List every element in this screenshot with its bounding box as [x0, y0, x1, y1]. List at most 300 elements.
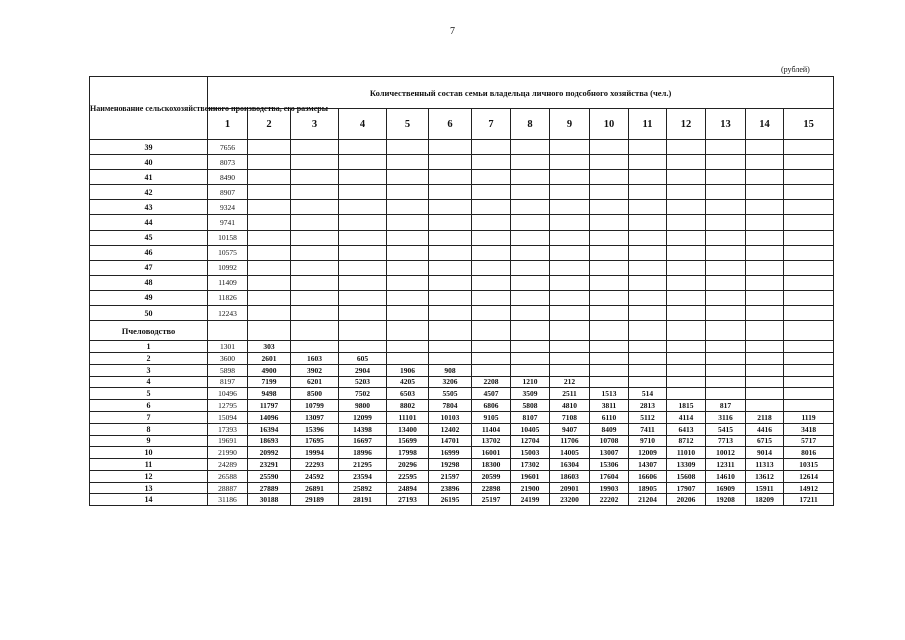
value-cell: [291, 341, 339, 353]
value-cell: [784, 155, 834, 170]
value-cell: 5203: [339, 376, 387, 388]
value-cell: 15396: [291, 423, 339, 435]
value-cell: [706, 364, 746, 376]
value-cell: [511, 306, 550, 321]
value-cell: 17907: [667, 482, 706, 494]
value-cell: 18603: [550, 470, 590, 482]
value-cell: [784, 341, 834, 353]
row-label: 1: [90, 341, 208, 353]
value-cell: [667, 341, 706, 353]
value-cell: [339, 140, 387, 155]
column-number-header: 13: [706, 109, 746, 140]
value-cell: [629, 306, 667, 321]
value-cell: [511, 215, 550, 230]
value-cell: [667, 215, 706, 230]
column-number-header: 7: [472, 109, 511, 140]
value-cell: [550, 260, 590, 275]
value-cell: 15699: [387, 435, 429, 447]
value-cell: [629, 170, 667, 185]
value-cell: [387, 185, 429, 200]
value-cell: [511, 290, 550, 305]
value-cell: 9498: [248, 388, 291, 400]
value-cell: [629, 185, 667, 200]
value-cell: 11826: [208, 290, 248, 305]
value-cell: [429, 140, 472, 155]
value-cell: [706, 260, 746, 275]
table-row: [90, 435, 834, 447]
value-cell: [248, 185, 291, 200]
value-cell: 7804: [429, 400, 472, 412]
table-row: [90, 376, 834, 388]
row-label: 50: [90, 306, 208, 321]
value-cell: [667, 245, 706, 260]
value-cell: [746, 290, 784, 305]
value-cell: [746, 275, 784, 290]
value-cell: 5505: [429, 388, 472, 400]
column-number-header: 5: [387, 109, 429, 140]
value-cell: [387, 245, 429, 260]
row-label: 41: [90, 170, 208, 185]
table-row: [90, 260, 834, 275]
empty-cell: [248, 321, 291, 341]
value-cell: [667, 376, 706, 388]
value-cell: [339, 170, 387, 185]
value-cell: [590, 215, 629, 230]
row-label: 7: [90, 411, 208, 423]
value-cell: [472, 341, 511, 353]
value-cell: [667, 388, 706, 400]
value-cell: [629, 376, 667, 388]
value-cell: 17211: [784, 494, 834, 506]
value-cell: [784, 200, 834, 215]
row-label: 47: [90, 260, 208, 275]
table-row: [90, 140, 834, 155]
value-cell: [339, 341, 387, 353]
value-cell: 17393: [208, 423, 248, 435]
value-cell: 13400: [387, 423, 429, 435]
value-cell: [629, 290, 667, 305]
value-cell: [590, 341, 629, 353]
value-cell: [629, 215, 667, 230]
value-cell: 817: [706, 400, 746, 412]
value-cell: 9324: [208, 200, 248, 215]
value-cell: 19298: [429, 459, 472, 471]
table-row: [90, 341, 834, 353]
value-cell: 25197: [472, 494, 511, 506]
value-cell: [472, 230, 511, 245]
value-cell: [550, 215, 590, 230]
value-cell: [550, 341, 590, 353]
value-cell: [248, 140, 291, 155]
value-cell: 10012: [706, 447, 746, 459]
value-cell: [667, 260, 706, 275]
value-cell: 6413: [667, 423, 706, 435]
value-cell: [550, 200, 590, 215]
value-cell: [706, 352, 746, 364]
value-cell: 11010: [667, 447, 706, 459]
page-number: 7: [450, 26, 455, 37]
row-label: 4: [90, 376, 208, 388]
value-cell: 14307: [629, 459, 667, 471]
value-cell: 3418: [784, 423, 834, 435]
value-cell: 10405: [511, 423, 550, 435]
value-cell: 3600: [208, 352, 248, 364]
value-cell: 15911: [746, 482, 784, 494]
table-body: [90, 140, 834, 506]
table-row: [90, 447, 834, 459]
value-cell: [629, 352, 667, 364]
value-cell: [746, 260, 784, 275]
value-cell: [784, 275, 834, 290]
value-cell: 1603: [291, 352, 339, 364]
value-cell: [472, 185, 511, 200]
value-cell: 11313: [746, 459, 784, 471]
unit-note: (рублей): [781, 65, 810, 74]
value-cell: [590, 155, 629, 170]
value-cell: [339, 245, 387, 260]
value-cell: 16999: [429, 447, 472, 459]
value-cell: [706, 215, 746, 230]
value-cell: [429, 155, 472, 170]
value-cell: 8073: [208, 155, 248, 170]
value-cell: [550, 364, 590, 376]
value-cell: [248, 275, 291, 290]
value-cell: [590, 185, 629, 200]
value-cell: [511, 275, 550, 290]
value-cell: 7199: [248, 376, 291, 388]
value-cell: [511, 245, 550, 260]
value-cell: 8712: [667, 435, 706, 447]
value-cell: [629, 155, 667, 170]
value-cell: 10315: [784, 459, 834, 471]
value-cell: [784, 140, 834, 155]
empty-cell: [339, 321, 387, 341]
value-cell: [667, 290, 706, 305]
value-cell: [667, 140, 706, 155]
table-row: [90, 411, 834, 423]
row-label: 14: [90, 494, 208, 506]
column-number-header: 12: [667, 109, 706, 140]
value-cell: [339, 275, 387, 290]
value-cell: 24592: [291, 470, 339, 482]
value-cell: 8500: [291, 388, 339, 400]
value-cell: [511, 185, 550, 200]
value-cell: 20992: [248, 447, 291, 459]
value-cell: [472, 260, 511, 275]
value-cell: 12795: [208, 400, 248, 412]
value-cell: [387, 352, 429, 364]
value-cell: 4205: [387, 376, 429, 388]
value-cell: 19601: [511, 470, 550, 482]
value-cell: [387, 230, 429, 245]
value-cell: [248, 200, 291, 215]
row-label: 5: [90, 388, 208, 400]
value-cell: 20901: [550, 482, 590, 494]
value-cell: 2208: [472, 376, 511, 388]
value-cell: [248, 306, 291, 321]
value-cell: [590, 260, 629, 275]
column-number-header: 9: [550, 109, 590, 140]
value-cell: [784, 290, 834, 305]
empty-cell: [511, 321, 550, 341]
value-cell: 8802: [387, 400, 429, 412]
value-cell: 8409: [590, 423, 629, 435]
value-cell: [667, 170, 706, 185]
empty-cell: [429, 321, 472, 341]
value-cell: 212: [550, 376, 590, 388]
value-cell: [511, 230, 550, 245]
value-cell: 24289: [208, 459, 248, 471]
value-cell: 24199: [511, 494, 550, 506]
header-row: [90, 77, 834, 109]
value-cell: [387, 200, 429, 215]
table-row: [90, 306, 834, 321]
value-cell: [429, 170, 472, 185]
value-cell: 21295: [339, 459, 387, 471]
value-cell: 7108: [550, 411, 590, 423]
value-cell: 22202: [590, 494, 629, 506]
table-row: [90, 275, 834, 290]
value-cell: 12311: [706, 459, 746, 471]
value-cell: [550, 275, 590, 290]
value-cell: [746, 306, 784, 321]
value-cell: [784, 364, 834, 376]
value-cell: 23896: [429, 482, 472, 494]
row-label: 40: [90, 155, 208, 170]
value-cell: [511, 260, 550, 275]
value-cell: [387, 215, 429, 230]
value-cell: 7411: [629, 423, 667, 435]
table-row: [90, 400, 834, 412]
column-number-header: 4: [339, 109, 387, 140]
value-cell: [784, 306, 834, 321]
row-label: 43: [90, 200, 208, 215]
value-cell: [472, 155, 511, 170]
value-cell: [590, 376, 629, 388]
value-cell: [429, 200, 472, 215]
value-cell: [590, 140, 629, 155]
empty-cell: [590, 321, 629, 341]
value-cell: 23594: [339, 470, 387, 482]
value-cell: [746, 200, 784, 215]
value-cell: 18905: [629, 482, 667, 494]
row-label: 49: [90, 290, 208, 305]
value-cell: [291, 140, 339, 155]
value-cell: 13702: [472, 435, 511, 447]
value-cell: [784, 215, 834, 230]
value-cell: 27889: [248, 482, 291, 494]
value-cell: [706, 341, 746, 353]
section-title: Пчеловодство: [90, 321, 208, 341]
value-cell: 10158: [208, 230, 248, 245]
value-cell: [387, 306, 429, 321]
value-cell: 20206: [667, 494, 706, 506]
value-cell: [472, 170, 511, 185]
row-label: 13: [90, 482, 208, 494]
value-cell: 9105: [472, 411, 511, 423]
value-cell: 1210: [511, 376, 550, 388]
empty-cell: [629, 321, 667, 341]
row-label: 8: [90, 423, 208, 435]
value-cell: [667, 185, 706, 200]
value-cell: [590, 275, 629, 290]
value-cell: [550, 306, 590, 321]
value-cell: 29189: [291, 494, 339, 506]
value-cell: 303: [248, 341, 291, 353]
value-cell: [472, 200, 511, 215]
value-cell: [291, 200, 339, 215]
table-row: [90, 290, 834, 305]
value-cell: [387, 290, 429, 305]
value-cell: [746, 376, 784, 388]
value-cell: [667, 352, 706, 364]
value-cell: 8907: [208, 185, 248, 200]
value-cell: [629, 260, 667, 275]
value-cell: 18996: [339, 447, 387, 459]
value-cell: [746, 245, 784, 260]
row-label: 3: [90, 364, 208, 376]
value-cell: 23291: [248, 459, 291, 471]
value-cell: [339, 230, 387, 245]
value-cell: [550, 352, 590, 364]
value-cell: [746, 388, 784, 400]
value-cell: 1301: [208, 341, 248, 353]
value-cell: [550, 245, 590, 260]
value-cell: [429, 306, 472, 321]
table-row: [90, 482, 834, 494]
value-cell: [590, 364, 629, 376]
value-cell: 5112: [629, 411, 667, 423]
table-row: [90, 423, 834, 435]
empty-cell: [706, 321, 746, 341]
column-number-header: 15: [784, 109, 834, 140]
value-cell: 5717: [784, 435, 834, 447]
value-cell: [339, 155, 387, 170]
value-cell: 16001: [472, 447, 511, 459]
value-cell: [248, 230, 291, 245]
value-cell: [387, 170, 429, 185]
value-cell: [248, 215, 291, 230]
value-cell: [784, 388, 834, 400]
table-row: [90, 494, 834, 506]
table-row: [90, 364, 834, 376]
value-cell: [472, 290, 511, 305]
value-cell: 6715: [746, 435, 784, 447]
value-cell: 5898: [208, 364, 248, 376]
empty-cell: [746, 321, 784, 341]
value-cell: 6503: [387, 388, 429, 400]
value-cell: 2118: [746, 411, 784, 423]
value-cell: [706, 275, 746, 290]
value-cell: [248, 260, 291, 275]
value-cell: 16697: [339, 435, 387, 447]
table-row: [90, 200, 834, 215]
value-cell: 12614: [784, 470, 834, 482]
value-cell: 22293: [291, 459, 339, 471]
value-cell: [746, 140, 784, 155]
table-row: [90, 185, 834, 200]
value-cell: 15306: [590, 459, 629, 471]
value-cell: [291, 215, 339, 230]
value-cell: 4810: [550, 400, 590, 412]
value-cell: 24894: [387, 482, 429, 494]
table-row: [90, 245, 834, 260]
value-cell: [472, 352, 511, 364]
value-cell: 20296: [387, 459, 429, 471]
value-cell: [387, 140, 429, 155]
value-cell: 17998: [387, 447, 429, 459]
value-cell: 18209: [746, 494, 784, 506]
value-cell: 11404: [472, 423, 511, 435]
value-cell: [429, 260, 472, 275]
value-cell: [472, 364, 511, 376]
value-cell: [746, 364, 784, 376]
value-cell: [667, 200, 706, 215]
value-cell: [472, 306, 511, 321]
value-cell: [629, 230, 667, 245]
value-cell: [387, 275, 429, 290]
value-cell: [667, 364, 706, 376]
value-cell: [706, 155, 746, 170]
table-row: [90, 470, 834, 482]
value-cell: [784, 185, 834, 200]
value-cell: [248, 290, 291, 305]
value-cell: [248, 245, 291, 260]
value-cell: 1119: [784, 411, 834, 423]
value-cell: [550, 290, 590, 305]
value-cell: [667, 155, 706, 170]
value-cell: [667, 275, 706, 290]
value-cell: 3509: [511, 388, 550, 400]
value-cell: [248, 155, 291, 170]
value-cell: 4900: [248, 364, 291, 376]
value-cell: 21990: [208, 447, 248, 459]
value-cell: 12099: [339, 411, 387, 423]
value-cell: [784, 376, 834, 388]
value-cell: 19691: [208, 435, 248, 447]
column-number-header: 10: [590, 109, 629, 140]
value-cell: 17695: [291, 435, 339, 447]
value-cell: 13309: [667, 459, 706, 471]
value-cell: 21900: [511, 482, 550, 494]
value-cell: [746, 400, 784, 412]
value-cell: 10708: [590, 435, 629, 447]
value-cell: 22898: [472, 482, 511, 494]
value-cell: [387, 260, 429, 275]
value-cell: 17604: [590, 470, 629, 482]
value-cell: [291, 170, 339, 185]
value-cell: 11706: [550, 435, 590, 447]
row-label: 48: [90, 275, 208, 290]
value-cell: [550, 170, 590, 185]
value-cell: 1815: [667, 400, 706, 412]
value-cell: 14610: [706, 470, 746, 482]
value-cell: 10496: [208, 388, 248, 400]
value-cell: [511, 155, 550, 170]
value-cell: 18693: [248, 435, 291, 447]
value-cell: 28191: [339, 494, 387, 506]
value-cell: 19208: [706, 494, 746, 506]
value-cell: [339, 290, 387, 305]
value-cell: 20599: [472, 470, 511, 482]
row-label: 42: [90, 185, 208, 200]
value-cell: [629, 245, 667, 260]
value-cell: [511, 200, 550, 215]
value-cell: 5415: [706, 423, 746, 435]
value-cell: 7713: [706, 435, 746, 447]
value-cell: 7502: [339, 388, 387, 400]
value-cell: 30188: [248, 494, 291, 506]
